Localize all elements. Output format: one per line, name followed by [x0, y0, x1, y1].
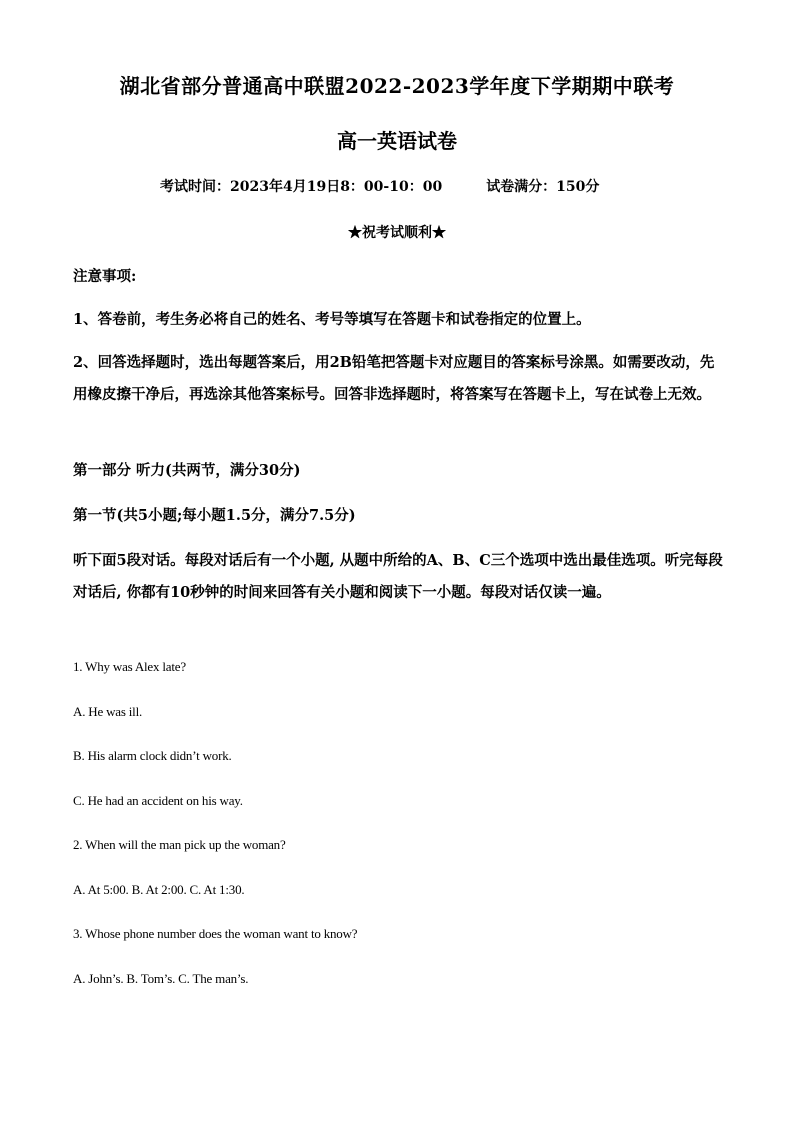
- good-luck-line: ★祝考试顺利★: [348, 225, 446, 241]
- notes-item-2: 2、回答选择题时，选出每题答案后，用2B铅笔把答题卡对应题目的答案标号涂黑。如需要改动，先用橡皮擦干净后，再选涂其他答案标号。回答非选择题时，将答案写在答题卡上，写在试卷上无效。: [73, 354, 715, 403]
- section-one-heading: 第一节(共5小题;每小题1.5分，满分7.5分): [73, 507, 356, 524]
- question-1-option-a: A. He was ill.: [73, 704, 143, 719]
- part-one-heading: 第一部分 听力(共两节，满分30分): [73, 462, 301, 479]
- notes-item-1: 1、答卷前，考生务必将自己的姓名、考号等填写在答题卡和试卷指定的位置上。: [73, 311, 591, 328]
- question-2-options: A. At 5:00. B. At 2:00. C. At 1:30.: [73, 882, 245, 897]
- listening-instructions: 听下面5段对话。每段对话后有一个小题, 从题中所给的A、B、C三个选项中选出最佳选项。听完每段对话后, 你都有10秒钟的时间来回答有关小题和阅读下一小题。每段对话仅读一遍。: [73, 552, 723, 601]
- question-1-option-c: C. He had an accident on his way.: [73, 793, 243, 808]
- full-score: 试卷满分：150分: [486, 179, 600, 195]
- exam-subtitle: 高一英语试卷: [337, 129, 457, 153]
- question-2: 2. When will the man pick up the woman?: [73, 837, 286, 852]
- question-3: 3. Whose phone number does the woman want to know?: [73, 926, 358, 941]
- question-1-option-b: B. His alarm clock didn’t work.: [73, 748, 232, 763]
- exam-info: [160, 176, 599, 196]
- notes-heading: 注意事项:: [73, 268, 137, 285]
- question-3-options: A. John’s. B. Tom’s. C. The man’s.: [73, 971, 249, 986]
- exam-title: 湖北省部分普通高中联盟2022-2023学年度下学期期中联考: [119, 74, 675, 98]
- exam-time: 考试时间：2023年4月19日8：00-10：00: [160, 179, 443, 195]
- question-1: 1. Why was Alex late?: [73, 659, 186, 674]
